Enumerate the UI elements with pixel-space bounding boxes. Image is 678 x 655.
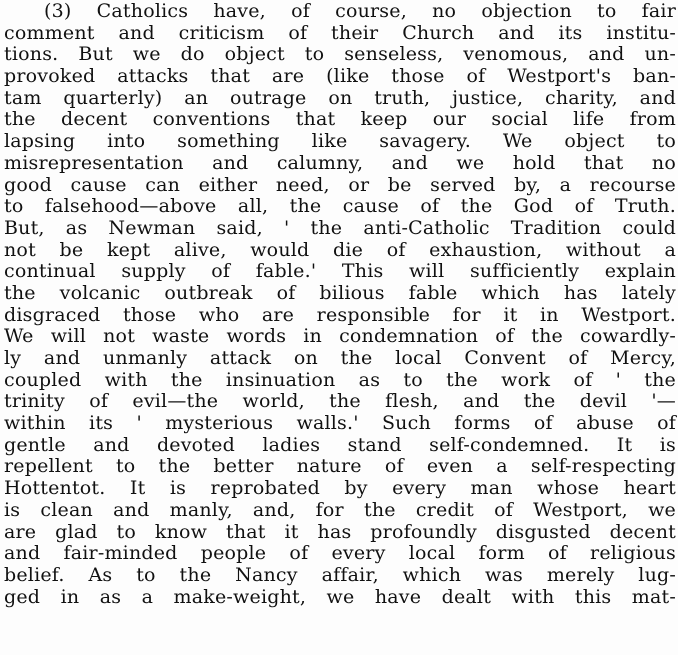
article-line: tions. But we do object to senseless, venomous, and un- <box>4 43 676 66</box>
article-line: the decent conventions that keep our social life from <box>4 108 676 131</box>
article-line: gentle and devoted ladies stand self-condemned. It is <box>4 433 676 456</box>
article-line: and fair-minded people of every local form of religious <box>4 542 676 565</box>
article-line: comment and criticism of their Church and its institu- <box>4 21 676 44</box>
article-line: good cause can either need, or be served by, a recourse <box>4 173 676 196</box>
article-line: to falsehood—above all, the cause of the God of Truth. <box>4 195 676 218</box>
article-line: (3) Catholics have, of course, no objection to fair <box>44 0 676 22</box>
article-line: provoked attacks that are (like those of Westport's ban- <box>4 65 676 88</box>
article-line: We will not waste words in condemnation of the cowardly- <box>4 325 676 348</box>
article-line: are glad to know that it has profoundly disgusted decent <box>4 520 676 543</box>
article-line: the volcanic outbreak of bilious fable which has lately <box>4 281 676 304</box>
article-line: ly and unmanly attack on the local Convent of Mercy, <box>4 347 676 369</box>
article-line: ged in as a make-weight, we have dealt with this mat- <box>4 585 676 608</box>
article-line: is clean and manly, and, for the credit of Westport, we <box>4 498 676 521</box>
article-line: Hottentot. It is reprobated by every man whose heart <box>4 477 676 500</box>
article-line: not be kept alive, would die of exhaustion, without a <box>4 238 676 261</box>
article-line: belief. As to the Nancy affair, which was merely lug- <box>4 563 676 586</box>
article-line: tam quarterly) an outrage on truth, justice, charity, and <box>4 86 676 109</box>
article-line: trinity of evil—the world, the flesh, and the devil '— <box>4 390 676 413</box>
article-line: disgraced those who are responsible for it in Westport. <box>4 303 676 326</box>
article-line: coupled with the insinuation as to the work of ' the <box>4 368 676 391</box>
article-line: within its ' mysterious walls.' Such forms of abuse of <box>4 412 676 435</box>
article-line: lapsing into something like savagery. We object to <box>4 130 676 153</box>
article-line: misrepresentation and calumny, and we hold that no <box>4 151 676 174</box>
article-line: But, as Newman said, ' the anti-Catholic Tradition could <box>4 216 676 239</box>
article-body <box>4 1 676 608</box>
article-line: continual supply of fable.' This will sufficiently explain <box>4 260 676 283</box>
article-line: repellent to the better nature of even a self-respecting <box>4 455 676 478</box>
